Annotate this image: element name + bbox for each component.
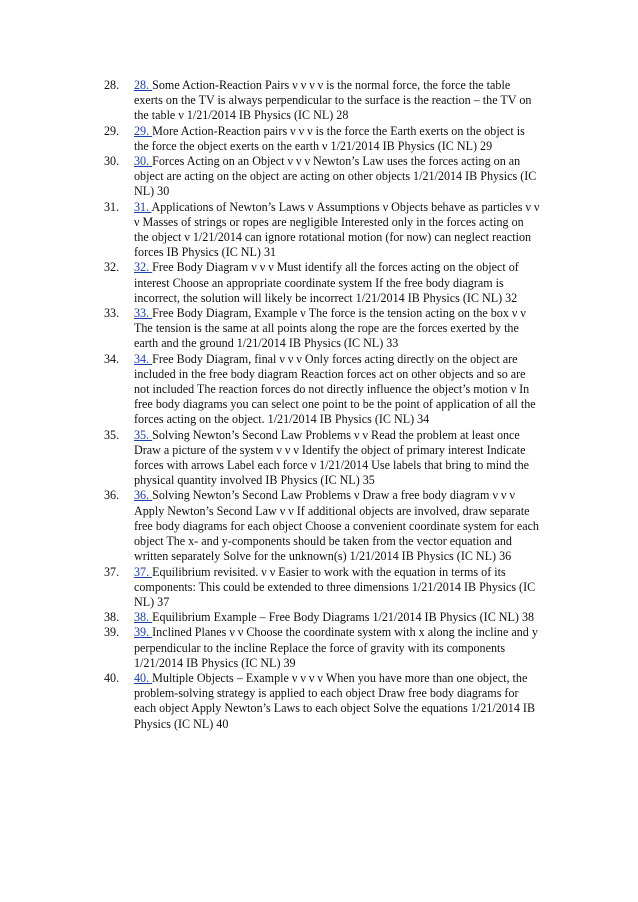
- item-text: Equilibrium revisited. ν ν Easier to work with the equation in terms of its components: This could be extended to three dimensions 1/21/2014 IB Physics (IC NL) 37: [134, 564, 536, 609]
- item-number: 39.: [104, 625, 120, 640]
- item-text: Equilibrium Example – Free Body Diagrams 1/21/2014 IB Physics (IC NL) 38: [152, 610, 535, 625]
- item-body: [134, 78, 540, 124]
- item-body: [134, 124, 540, 154]
- item-number: 36.: [104, 488, 120, 503]
- list-item: [104, 260, 540, 306]
- item-number: 34.: [104, 351, 120, 366]
- item-body: [134, 352, 540, 428]
- item-number: 40.: [104, 670, 120, 685]
- item-text: Solving Newton’s Second Law Problems ν ν Read the problem at least once Draw a picture of the system ν ν ν Identify the object of primary interest Indicate forces with arrows Label each force ν 1/21/2014 Use labels that bring to mind the physical quantity involved IB Physics (IC NL) 35: [134, 427, 530, 488]
- list-item: [104, 306, 540, 352]
- item-text: Inclined Planes ν ν Choose the coordinate system with x along the incline and y perpendicular to the incline Replace the force of gravity with its components 1/21/2014 IB Physics (IC NL) 39: [134, 625, 538, 670]
- item-number: 35.: [104, 427, 120, 442]
- list-item: [104, 78, 540, 124]
- item-body: [134, 610, 540, 625]
- item-text: Free Body Diagram, Example ν The force is the tension acting on the box ν ν The tension is the same at all points along the rope are the forces exerted by the earth and the ground 1/21/2014 IB Physics (IC NL) 33: [134, 306, 526, 351]
- item-text: Solving Newton’s Second Law Problems ν Draw a free body diagram ν ν ν Apply Newton’s Second Law ν ν If additional objects are involved, draw separate free body diagrams for each object Choose a convenient coordinate system for each object The x- and y-components should be taken from the vector equation and written separately Solve for the unknown(s) 1/21/2014 IB Physics (IC NL) 36: [134, 488, 539, 564]
- slide-link[interactable]: 35.: [134, 427, 153, 442]
- item-number: 32.: [104, 260, 120, 275]
- item-body: [134, 200, 540, 261]
- item-number: 38.: [104, 610, 120, 625]
- item-body: [134, 671, 540, 732]
- list-item: [104, 200, 540, 261]
- slide-link[interactable]: 40.: [134, 670, 153, 685]
- list-item: [104, 488, 540, 564]
- slide-link[interactable]: 31.: [134, 199, 152, 214]
- slide-link[interactable]: 39.: [134, 625, 153, 640]
- slide-link[interactable]: 32.: [134, 260, 153, 275]
- item-body: [134, 428, 540, 489]
- slide-transcript-list: [104, 78, 540, 732]
- item-body: [134, 260, 540, 306]
- item-number: 28.: [104, 78, 120, 92]
- item-number: 31.: [104, 199, 120, 214]
- slide-link[interactable]: 36.: [134, 488, 153, 503]
- item-text: Multiple Objects – Example ν ν ν ν When you have more than one object, the problem-solving strategy is applied to each object Draw free body diagrams for each object Apply Newton’s Laws to each object Solve the equations 1/21/2014 IB Physics (IC NL) 40: [134, 670, 536, 731]
- item-text: Forces Acting on an Object ν ν ν Newton’s Law uses the forces acting on an object are acting on the object are acting on other objects 1/21/2014 IB Physics (IC NL) 30: [134, 154, 537, 199]
- item-text: Free Body Diagram, final ν ν ν Only forces acting directly on the object are included in the free body diagram Reaction forces act on other objects and so are not included The reaction forces do not directly influence the object’s motion ν In free body diagrams you can select one point to be the point of application of all the forces acting on the object. 1/21/2014 IB Physics (IC NL) 34: [134, 351, 536, 427]
- slide-link[interactable]: 29.: [134, 123, 153, 138]
- item-text: More Action-Reaction pairs ν ν ν is the force the Earth exerts on the object is the force the object exerts on the earth ν 1/21/2014 IB Physics (IC NL) 29: [134, 123, 525, 153]
- list-item: [104, 428, 540, 489]
- slide-link[interactable]: 28.: [134, 78, 153, 92]
- list-item: [104, 671, 540, 732]
- list-item: [104, 154, 540, 200]
- slide-link[interactable]: 33.: [134, 306, 153, 321]
- list-item: [104, 124, 540, 154]
- list-item: [104, 352, 540, 428]
- item-body: [134, 625, 540, 671]
- slide-link[interactable]: 38.: [134, 610, 153, 625]
- item-text: Free Body Diagram ν ν ν Must identify all the forces acting on the object of interest Choose an appropriate coordinate system If the free body diagram is incorrect, the solution will likely be incorrect 1/21/2014 IB Physics (IC NL) 32: [134, 260, 519, 305]
- item-number: 30.: [104, 154, 120, 169]
- item-body: [134, 488, 540, 564]
- item-text: Some Action-Reaction Pairs ν ν ν ν is the normal force, the force the table exerts on the TV is always perpendicular to the surface is the reaction – the TV on the table ν 1/21/2014 IB Physics (IC NL) 28: [134, 78, 532, 123]
- item-text: Applications of Newton’s Laws ν Assumptions ν Objects behave as particles ν ν ν Masses of strings or ropes are negligible Interested only in the forces acting on the object ν 1/21/2014 can ignore rotational motion (for now) can neglect reaction forces IB Physics (IC NL) 31: [134, 199, 540, 260]
- slide-link[interactable]: 37.: [134, 564, 153, 579]
- item-number: 33.: [104, 306, 120, 321]
- item-number: 37.: [104, 564, 120, 579]
- item-number: 29.: [104, 123, 120, 138]
- slide-link[interactable]: 34.: [134, 351, 153, 366]
- list-item: [104, 625, 540, 671]
- item-body: [134, 565, 540, 611]
- list-item: [104, 610, 540, 625]
- list-item: [104, 565, 540, 611]
- slide-link[interactable]: 30.: [134, 154, 153, 169]
- item-body: [134, 154, 540, 200]
- item-body: [134, 306, 540, 352]
